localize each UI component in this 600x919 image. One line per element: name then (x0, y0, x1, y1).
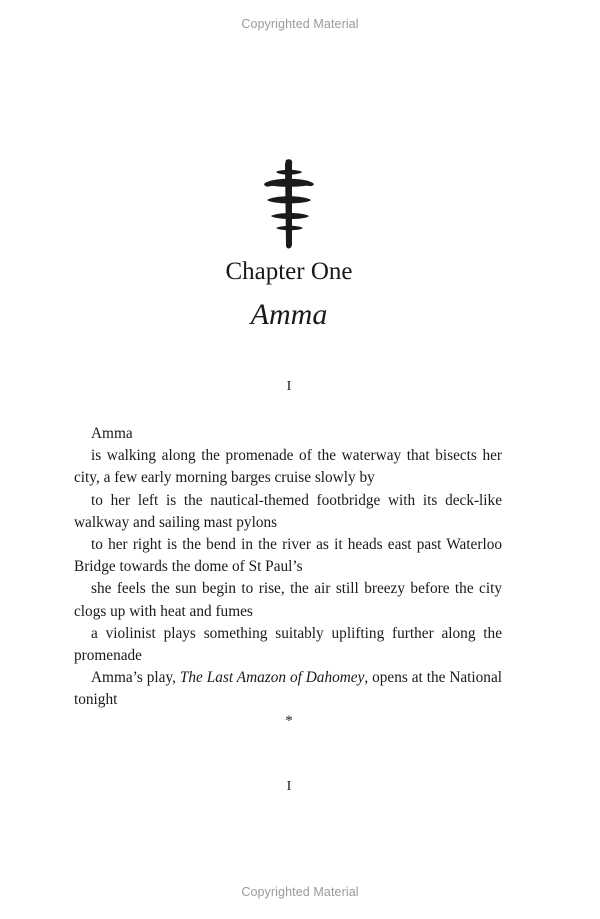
paragraph: to her left is the nautical-themed footbridge with its deck-like walkway and sailing mast pylons (74, 491, 502, 531)
section-number: I (286, 379, 292, 394)
paragraph: is walking along the promenade of the waterway that bisects her city, a few early morning barges cruise slowly by (74, 447, 502, 487)
body-text (74, 423, 502, 712)
section-number: I (286, 779, 292, 794)
paragraph: to her right is the bend in the river as it heads east past Waterloo Bridge towards the dome of St Paul’s (74, 536, 502, 576)
play-title: The Last Amazon of Dahomey (179, 669, 365, 687)
watermark-top: Copyrighted Material (241, 17, 359, 31)
paragraph: Amma (91, 425, 133, 442)
paragraph: she feels the sun begin to rise, the air still breezy before the city clogs up with heat and fumes (74, 580, 502, 620)
chapter-ornament-icon (262, 158, 316, 250)
section-break: * (285, 713, 293, 729)
paragraph-text: , opens at the National tonight (74, 669, 502, 709)
paragraph (74, 667, 502, 711)
paragraph-text: Amma’s play, (91, 669, 180, 687)
watermark-bottom: Copyrighted Material (241, 885, 359, 899)
chapter-subtitle: Amma (250, 298, 328, 331)
chapter-heading: Chapter One (225, 258, 353, 285)
paragraph: a violinist plays something suitably uplifting further along the promenade (74, 624, 502, 665)
